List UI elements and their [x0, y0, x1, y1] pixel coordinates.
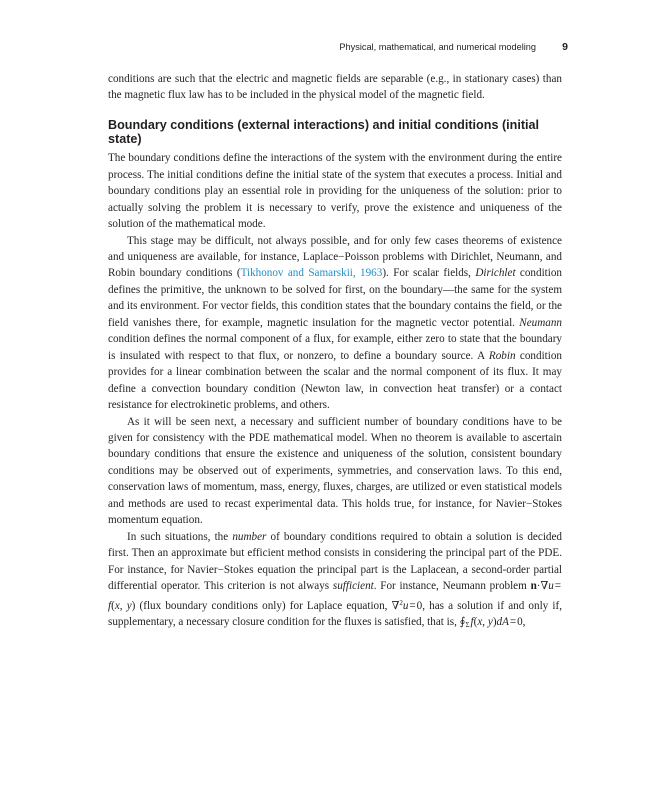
- term-number: number: [232, 530, 267, 543]
- paragraph-principal-part: In such situations, the number of boundary conditions required to obtain a solution is decided first. Then an approximate but efficient method consists in considering the principal part of the PDE. For instance, for Navier−Stokes equation the principal part is the Laplacean, a second-order partial differential operator. This criterion is not always sufficient. For instance, Neumann problem n·∇u = f(x, y) (flux boundary conditions only) for Laplace equation, ∇$^2$u = 0, has a solution if and only if, supplementary, a necessary closure condition for the fluxes is satisfied, that is, $∮_\Sigma$ f(x, y)dA = 0,: [108, 530, 562, 629]
- term-robin: Robin: [488, 349, 516, 362]
- section-heading: Boundary conditions (external interactions) and initial conditions (initial state): [108, 117, 540, 147]
- paragraph-continuation: conditions are such that the electric and magnetic fields are separable (e.g., in stationary cases) than the magnetic flux law has to be included in the physical model of the magnetic field.: [108, 73, 562, 102]
- paragraph-consistency: As it will be seen next, a necessary and sufficient number of boundary conditions have to be given for consistency with the PDE mathematical model. When no theorem is available to ascertain boundary conditions that ensure the existence and uniqueness of the solution, consistent boundary conditions may be observed out of experiments, symmetries, and conservation laws. To this end, conservation laws of momentum, mass, energy, fluxes, charges, are utilized or even statistical models and methods are used to recast experimental data. This holds true, for instance, for Navier−Stokes momentum equation.: [108, 415, 562, 527]
- equation-closure-condition: $∮_\Sigma$ f(x, y)dA = 0,: [459, 616, 526, 629]
- main-text: [108, 71, 562, 633]
- equation-neumann-problem: n·∇u = f(x, y): [108, 580, 562, 612]
- running-head: [108, 42, 568, 56]
- term-sufficient: sufficient: [332, 580, 374, 593]
- page-number: 9: [562, 41, 568, 53]
- term-dirichlet: Dirichlet: [475, 267, 516, 280]
- paragraph-boundary-types: This stage may be difficult, not always possible, and for only few cases theorems of existence and uniqueness are available, for instance, Laplace−Poisson problems with Dirichlet, Neumann, and Robin boundary conditions (Tikhonov and Samarskii, 1963). For scalar fields, Dirichlet condition defines the primitive, the unknown to be solved for first, on the boundary—the same for the system and its environment. For vector fields, this condition states that the boundary contains the field, or the field vanishes there, for example, magnetic insulation for the magnetic vector potential. Neumann condition defines the normal component of a flux, for example, either zero to state that the boundary is insulated with respect to that flux, or nonzero, to define a boundary source. A Robin condition provides for a linear combination between the scalar and the normal component of its flux. It may define a convection boundary condition (Newton law, in convection heat transfer) or a contact resistance for electrokinetic problems, and others.: [108, 234, 563, 412]
- running-head-title: Physical, mathematical, and numerical modeling: [339, 42, 536, 52]
- term-neumann: Neumann: [519, 316, 562, 329]
- citation-link[interactable]: Tikhonov and Samarskii, 1963: [240, 267, 383, 280]
- paragraph-boundary-intro: The boundary conditions define the interactions of the system with the environment during the entire process. The initial conditions define the initial state of the system that executes a process. Initial and boundary conditions play an essential role in providing for the uniqueness of the solution: prior to actually solving the problem it is necessary to verify, prove the existence and uniqueness of the solution of the mathematical mode.: [108, 152, 562, 231]
- equation-laplace: ∇$^2$u = 0: [391, 598, 423, 612]
